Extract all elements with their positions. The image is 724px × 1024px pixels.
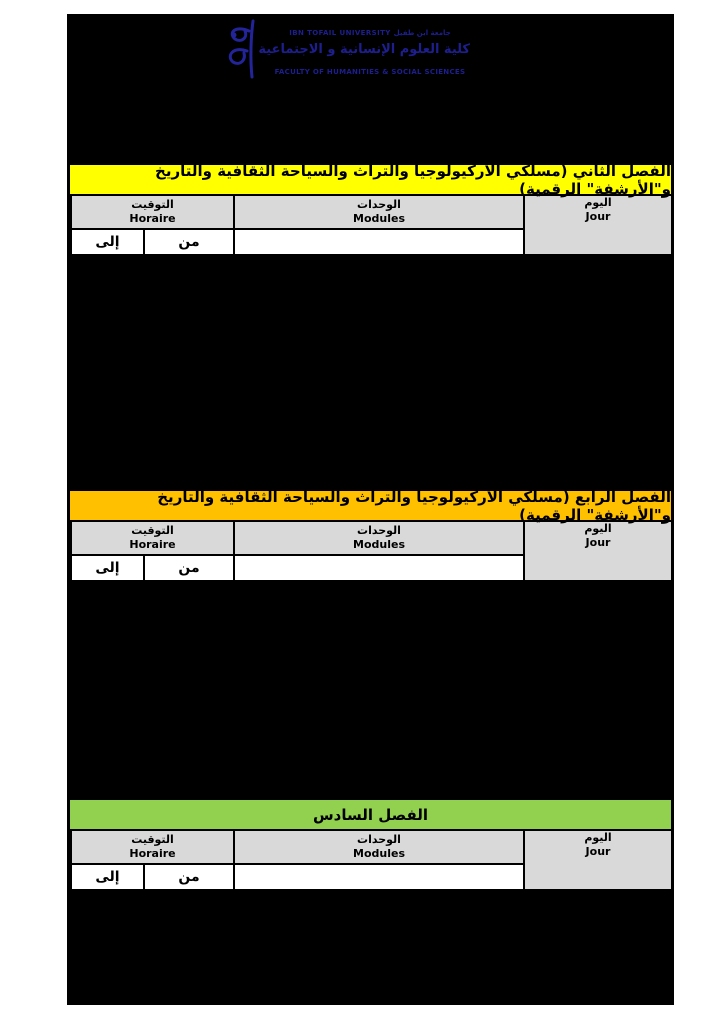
to-cell: إلى — [71, 555, 144, 581]
modules-empty-cell — [234, 864, 524, 890]
modules-header-cell — [234, 830, 524, 864]
from-cell: من — [144, 864, 234, 890]
semester-2-title: الفصل الثاني (مسلكي الأركيولوجيا والتراث والسياحة الثقافية والتاريخ و"الأرشفة" الرقمية) — [155, 161, 671, 198]
faculty-name-arabic: كلية العلوم الإنسانية و الاجتماعية — [258, 42, 470, 57]
day-header-cell — [524, 521, 672, 581]
time-label-ar: التوقيت — [131, 197, 174, 211]
time-label-fr: Horaire — [129, 847, 176, 860]
day-label-fr: Jour — [585, 845, 611, 859]
university-name-line — [289, 29, 451, 37]
section-semester-4 — [70, 487, 671, 582]
day-label-ar: اليوم — [584, 522, 612, 535]
section-semester-6 — [70, 800, 671, 891]
modules-label-fr: Modules — [353, 538, 405, 551]
university-logo-text — [258, 20, 470, 78]
modules-empty-cell — [234, 555, 524, 581]
university-logo — [223, 18, 470, 80]
to-cell: إلى — [71, 864, 144, 890]
semester-6-title: الفصل السادس — [312, 805, 429, 824]
time-header-cell — [71, 521, 234, 555]
modules-label-ar: الوحدات — [357, 523, 401, 537]
day-header-cell — [524, 195, 672, 255]
day-label-ar: اليوم — [584, 196, 612, 209]
document-page-content — [67, 14, 674, 1005]
from-cell: من — [144, 229, 234, 255]
day-label-fr: Jour — [585, 210, 611, 224]
semester-4-timetable-header — [70, 520, 673, 582]
section-semester-2 — [70, 161, 671, 256]
time-label-fr: Horaire — [129, 538, 176, 551]
time-header-cell — [71, 830, 234, 864]
from-cell: من — [144, 555, 234, 581]
modules-header-cell — [234, 521, 524, 555]
to-cell: إلى — [71, 229, 144, 255]
semester-6-timetable-header — [70, 829, 673, 891]
semester-2-title-band — [70, 161, 671, 198]
semester-6-title-band — [70, 800, 671, 829]
time-label-fr: Horaire — [129, 212, 176, 225]
time-label-ar: التوقيت — [131, 523, 174, 537]
semester-4-title: الفصل الرابع (مسلكي الأركيولوجيا والتراث والسياحة الثقافية والتاريخ و"الأرشفة" الرقمية) — [157, 487, 671, 524]
faculty-name-english: FACULTY OF HUMANITIES & SOCIAL SCIENCES — [274, 68, 466, 76]
modules-header-cell — [234, 195, 524, 229]
modules-label-ar: الوحدات — [357, 197, 401, 211]
day-label-ar: اليوم — [584, 831, 612, 844]
time-header-cell — [71, 195, 234, 229]
university-logo-icon — [223, 18, 261, 80]
modules-label-fr: Modules — [353, 847, 405, 860]
semester-2-timetable-header — [70, 194, 673, 256]
modules-empty-cell — [234, 229, 524, 255]
time-label-ar: التوقيت — [131, 832, 174, 846]
day-label-fr: Jour — [585, 536, 611, 550]
modules-label-ar: الوحدات — [357, 832, 401, 846]
modules-label-fr: Modules — [353, 212, 405, 225]
university-name-ar: جامعة ابن طفيل — [393, 29, 451, 37]
day-header-cell — [524, 830, 672, 890]
semester-4-title-band — [70, 487, 671, 524]
university-name-en: IBN TOFAIL UNIVERSITY — [289, 29, 391, 37]
